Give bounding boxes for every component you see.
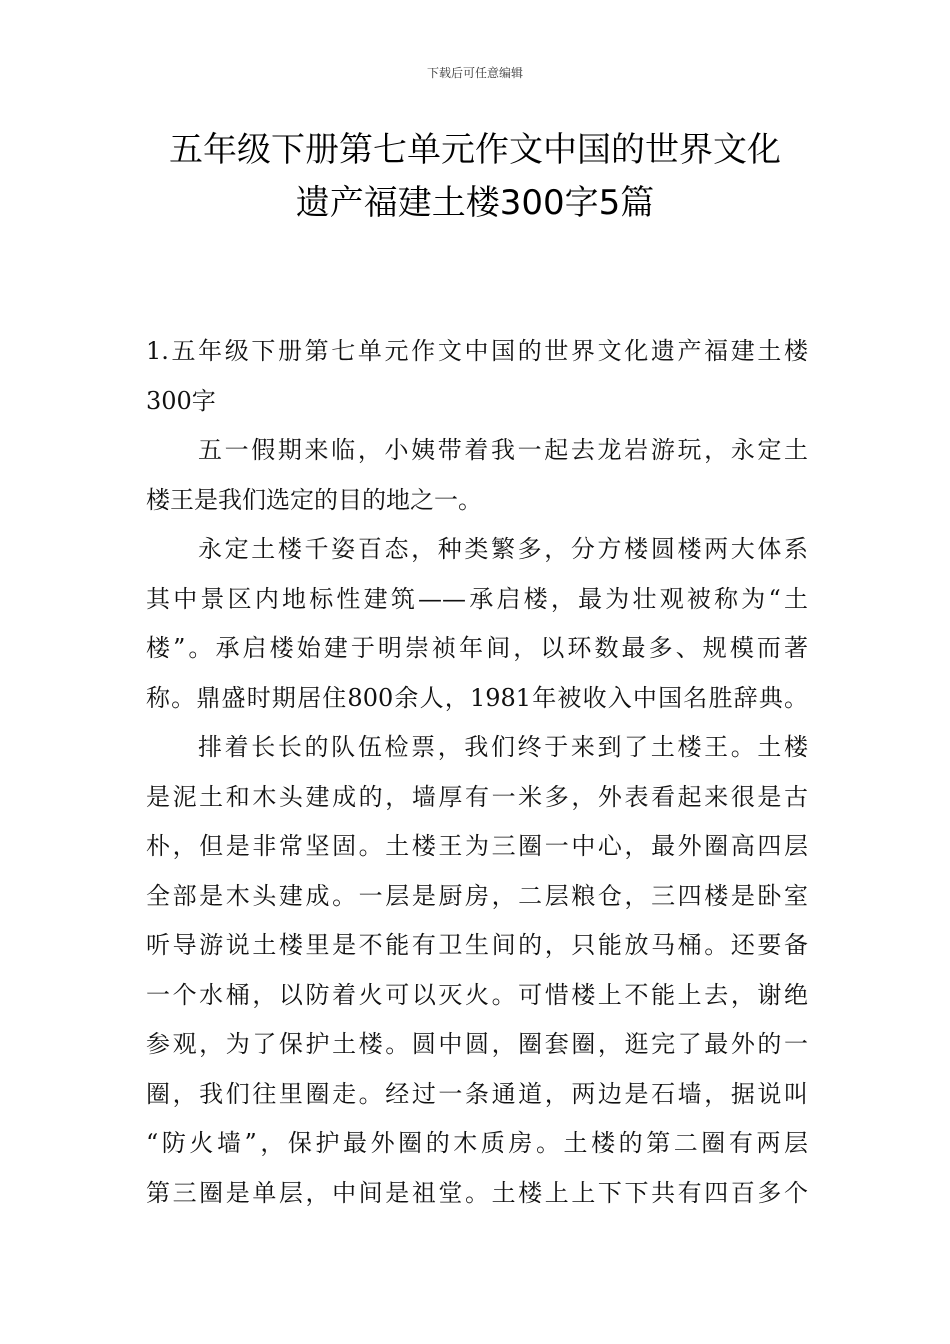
article-body: [146, 327, 808, 1218]
paragraph-line: 永定土楼千姿百态，种类繁多，分方楼圆楼两大体系: [198, 535, 808, 563]
paragraph-line: 圈，我们往里圈走。经过一条通道，两边是石墙，据说叫: [146, 1079, 808, 1108]
paragraph-line: 楼王是我们选定的目的地之一。: [146, 485, 482, 514]
paragraph-line: 参观，为了保护土楼。圆中圆，圈套圈，逛完了最外的一: [146, 1030, 808, 1058]
paragraph-line: 排着长长的队伍检票，我们终于来到了土楼王。土楼: [198, 733, 808, 761]
section-heading-line-1: 1.五年级下册第七单元作文中国的世界文化遗产福建土楼: [146, 337, 808, 365]
paragraph-line: 听导游说土楼里是不能有卫生间的，只能放马桶。还要备: [146, 931, 808, 959]
title-line-1: 五年级下册第七单元作文中国的世界文化: [169, 130, 781, 170]
paragraph-line: 楼”。承启楼始建于明崇祯年间，以环数最多、规模而著: [146, 634, 808, 662]
paragraph-line: 称。鼎盛时期居住800余人，1981年被收入中国名胜辞典。: [146, 683, 808, 712]
title-line-2: 遗产福建土楼300字5篇: [295, 183, 655, 223]
section-heading-line-2: 300字: [146, 386, 216, 415]
paragraph-line: 朴，但是非常坚固。土楼王为三圈一中心，最外圈高四层: [146, 832, 808, 860]
paragraph-line: 其中景区内地标性建筑——承启楼，最为壮观被称为“土: [146, 584, 808, 613]
paragraph-line: “防火墙”，保护最外圈的木质房。土楼的第二圈有两层: [146, 1129, 808, 1157]
paragraph-line: 一个水桶，以防着火可以灭火。可惜楼上不能上去，谢绝: [146, 980, 808, 1009]
paragraph-line: 是泥土和木头建成的，墙厚有一米多，外表看起来很是古: [146, 782, 808, 811]
paragraph-line: 五一假期来临，小姨带着我一起去龙岩游玩，永定土: [198, 436, 808, 464]
paragraph-line: 第三圈是单层，中间是祖堂。土楼上上下下共有四百多个: [146, 1178, 808, 1207]
paragraph-line: 全部是木头建成。一层是厨房，二层粮仓，三四楼是卧室: [146, 881, 808, 910]
document-title: [90, 124, 860, 230]
header-note: 下载后可任意编辑: [426, 66, 523, 80]
